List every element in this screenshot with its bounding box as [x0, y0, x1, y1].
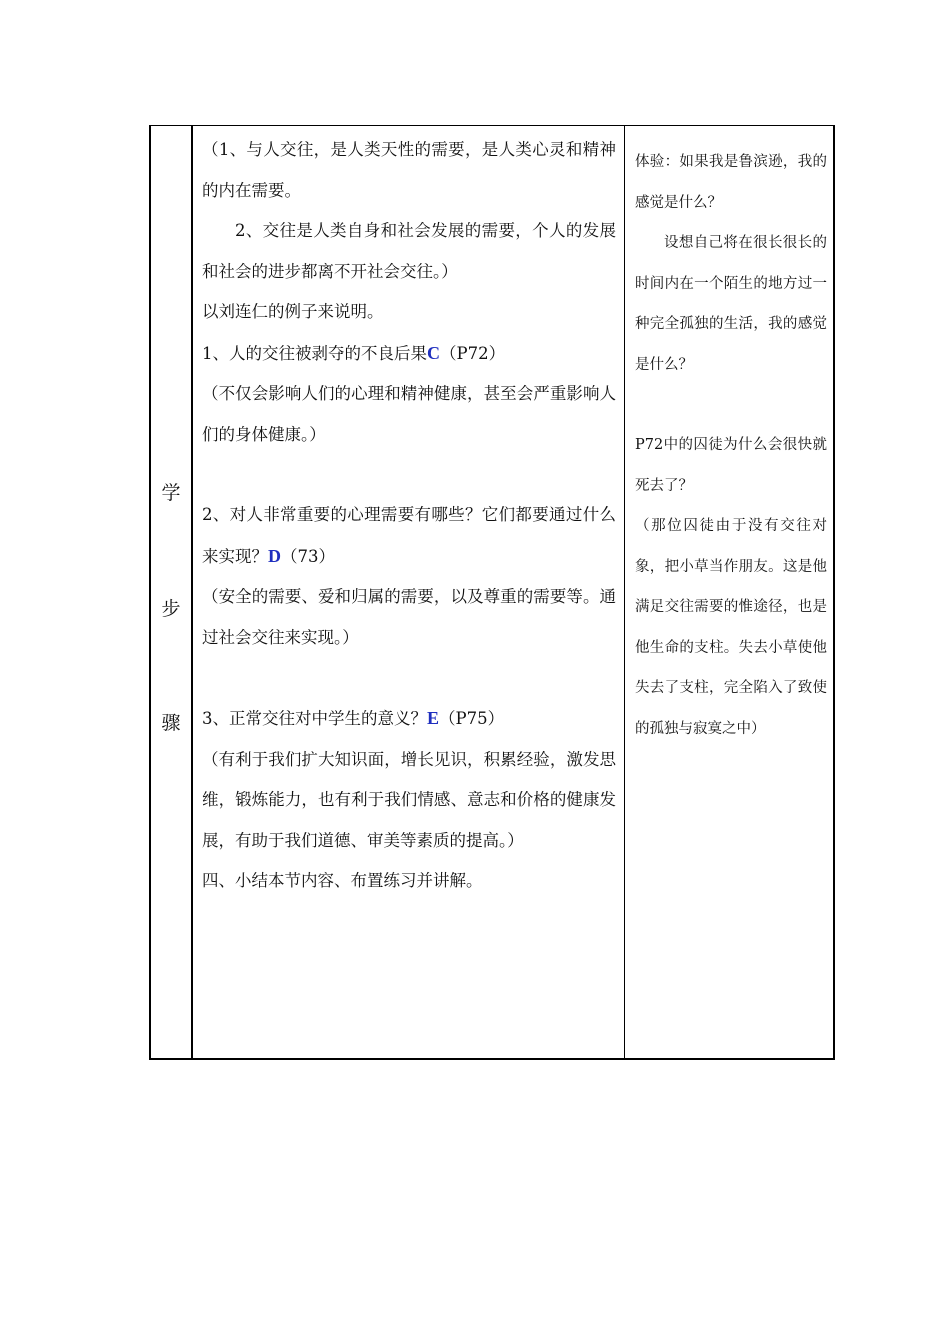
question-1-letter: C [427, 342, 440, 363]
intro-paragraph-2: 2、交往是人类自身和社会发展的需要，个人的发展和社会的进步都离不开社会交往。） [202, 221, 616, 281]
spacer [202, 455, 616, 495]
spacer [635, 385, 827, 425]
question-1-ref: （P72） [440, 343, 506, 363]
side-label-char-2: 步 [161, 598, 181, 620]
question-3-letter: E [427, 708, 440, 728]
summary-line: 四、小结本节内容、布置练习并讲解。 [202, 871, 483, 890]
side-label-char-3: 骤 [161, 712, 181, 734]
question-2 [202, 495, 616, 577]
answer-3: （有利于我们扩大知识面，增长见识，积累经验，激发思维，锻炼能力，也有利于我们情感、意志和价格的健康发展，有助于我们道德、审美等素质的提高。） [202, 749, 616, 850]
answer-1: （不仅会影响人们的心理和精神健康，甚至会严重影响人们的身体健康。） [202, 384, 616, 444]
example-line: 以刘连仁的例子来说明。 [202, 302, 384, 321]
main-content-cell [192, 126, 625, 1060]
question-3 [202, 698, 616, 740]
question-1-text: 1、人的交往被剥夺的不良后果 [202, 343, 427, 363]
question-2-ref: （73） [281, 546, 335, 566]
side-label-char-1: 学 [161, 482, 181, 504]
note-question: P72中的囚徒为什么会很快就死去了？ [635, 437, 827, 494]
question-2-text: 2、对人非常重要的心理需要有哪些？它们都要通过什么来实现？ [202, 505, 616, 566]
note-answer: （那位囚徒由于没有交往对象，把小草当作朋友。这是他满足交往需要的惟途径，也是他生命的支柱。失去小草使他失去了支柱，完全陷入了致使的孤独与寂寞之中） [635, 518, 827, 737]
intro-paragraph-1: （1、与人交往，是人类天性的需要，是人类心灵和精神的内在需要。 [202, 140, 616, 200]
side-label-cell [150, 126, 192, 1060]
question-3-text: 3、正常交往对中学生的意义？ [202, 709, 427, 728]
question-2-letter: D [268, 545, 281, 566]
notes-cell [625, 126, 835, 1060]
question-3-ref: （P75） [439, 709, 505, 728]
spacer [202, 658, 616, 698]
lesson-table [149, 125, 835, 1060]
note-imagine: 设想自己将在很长很长的时间内在一个陌生的地方过一种完全孤独的生活，我的感觉是什么？ [635, 235, 827, 373]
question-1 [202, 333, 616, 375]
note-experience: 体验：如果我是鲁滨逊，我的感觉是什么？ [635, 154, 827, 211]
answer-2: （安全的需要、爱和归属的需要，以及尊重的需要等。通过社会交往来实现。） [202, 587, 616, 647]
